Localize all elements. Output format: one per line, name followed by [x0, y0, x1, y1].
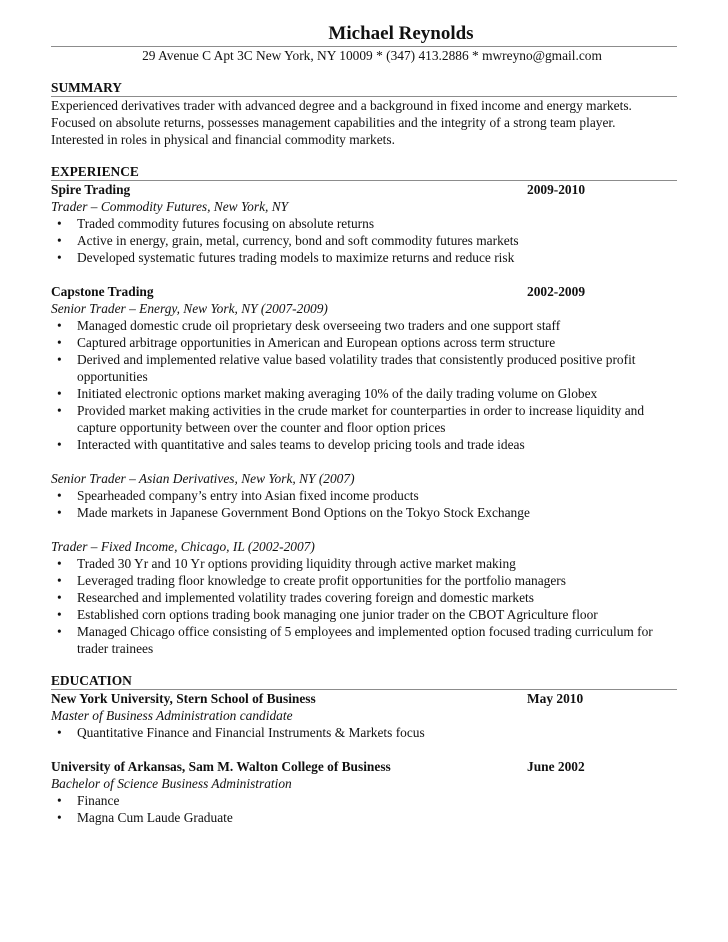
list-item: • Quantitative Finance and Financial Instruments & Markets focus	[57, 725, 425, 740]
job-role: Trader – Fixed Income, Chicago, IL (2002-2007)	[51, 539, 315, 554]
company-name: Spire Trading	[51, 182, 131, 197]
bullet-icon: •	[57, 233, 62, 248]
education-heading: EDUCATION	[51, 673, 132, 688]
bullet-icon: •	[57, 488, 62, 503]
list-item: • Captured arbitrage opportunities in American and European options across term structure	[57, 335, 556, 350]
list-item: • Made markets in Japanese Government Bond Options on the Tokyo Stock Exchange	[57, 505, 530, 520]
job-bullets	[51, 555, 677, 657]
bullet-icon: •	[57, 573, 62, 588]
degree: Master of Business Administration candidate	[51, 708, 293, 723]
job-header	[51, 181, 677, 198]
bullet-icon: •	[57, 607, 62, 622]
list-item: • Traded commodity futures focusing on absolute returns	[57, 216, 375, 231]
resume-page	[51, 22, 677, 826]
list-item: • Managed domestic crude oil proprietary desk overseeing two traders and one support staff	[57, 318, 561, 333]
company-name: Capstone Trading	[51, 284, 154, 299]
job-dates: 2009-2010	[527, 182, 586, 197]
summary-line: Interested in roles in physical and financial commodity markets.	[51, 132, 395, 147]
job-role: Senior Trader – Energy, New York, NY (2007-2009)	[51, 301, 328, 316]
school-header	[51, 690, 677, 707]
candidate-name: Michael Reynolds	[328, 23, 474, 44]
list-item: • Magna Cum Laude Graduate	[57, 810, 233, 825]
bullet-icon: •	[57, 318, 62, 333]
bullet-icon: •	[57, 505, 62, 520]
school-date: May 2010	[527, 691, 584, 706]
list-item: • Initiated electronic options market making averaging 10% of the daily trading volume on Globex	[57, 386, 598, 401]
bullet-icon: •	[57, 793, 62, 808]
bullet-icon: •	[57, 335, 62, 350]
contact-line: 29 Avenue C Apt 3C New York, NY 10009 * (347) 413.2886 * mwreyno@gmail.com	[142, 48, 602, 63]
job-bullets	[51, 317, 677, 453]
list-item: • Traded 30 Yr and 10 Yr options providing liquidity through active market making	[57, 556, 516, 571]
school-name: New York University, Stern School of Business	[51, 691, 316, 706]
school-name: University of Arkansas, Sam M. Walton College of Business	[51, 759, 391, 774]
bullet-icon: •	[57, 250, 62, 265]
list-item: • Spearheaded company’s entry into Asian fixed income products	[57, 488, 419, 503]
bullet-icon: •	[57, 352, 62, 367]
school-header	[51, 758, 677, 775]
list-item: • Active in energy, grain, metal, currency, bond and soft commodity futures markets	[57, 233, 519, 248]
bullet-icon: •	[57, 386, 62, 401]
list-item: • Provided market making activities in the crude market for counterparties in order to increase liquidity and capture opportunity between over the counter and floor option prices	[57, 403, 645, 435]
bullet-icon: •	[57, 810, 62, 825]
list-item: • Established corn options trading book managing one junior trader on the CBOT Agriculture floor	[57, 607, 598, 622]
bullet-icon: •	[57, 725, 62, 740]
job-bullets	[51, 487, 677, 521]
bullet-icon: •	[57, 590, 62, 605]
list-item: • Leveraged trading floor knowledge to create profit opportunities for the portfolio managers	[57, 573, 566, 588]
education-bullets	[51, 792, 677, 826]
experience-heading: EXPERIENCE	[51, 164, 139, 179]
summary-heading: SUMMARY	[51, 80, 122, 95]
list-item: • Interacted with quantitative and sales teams to develop pricing tools and trade ideas	[57, 437, 525, 452]
summary-line: Experienced derivatives trader with advanced degree and a background in fixed income and energy markets.	[51, 98, 632, 113]
bullet-icon: •	[57, 403, 62, 418]
summary-line: Focused on absolute returns, possesses management capabilities and the integrity of a strong team player.	[51, 115, 616, 130]
bullet-icon: •	[57, 216, 62, 231]
job-role: Senior Trader – Asian Derivatives, New York, NY (2007)	[51, 471, 355, 486]
school-date: June 2002	[527, 759, 585, 774]
bullet-icon: •	[57, 624, 62, 639]
education-bullets	[51, 724, 677, 741]
list-item: • Finance	[57, 793, 120, 808]
job-header	[51, 283, 677, 300]
list-item: • Researched and implemented volatility trades covering foreign and domestic markets	[57, 590, 534, 605]
job-bullets	[51, 215, 677, 266]
job-role: Trader – Commodity Futures, New York, NY	[51, 199, 289, 214]
degree: Bachelor of Science Business Administration	[51, 776, 292, 791]
list-item: • Managed Chicago office consisting of 5 employees and implemented option focused trading curriculum for trader trainees	[57, 624, 653, 656]
list-item: • Developed systematic futures trading models to maximize returns and reduce risk	[57, 250, 515, 265]
list-item: • Derived and implemented relative value based volatility trades that consistently produced positive profit opportunities	[57, 352, 636, 384]
bullet-icon: •	[57, 556, 62, 571]
bullet-icon: •	[57, 437, 62, 452]
job-dates: 2002-2009	[527, 284, 586, 299]
